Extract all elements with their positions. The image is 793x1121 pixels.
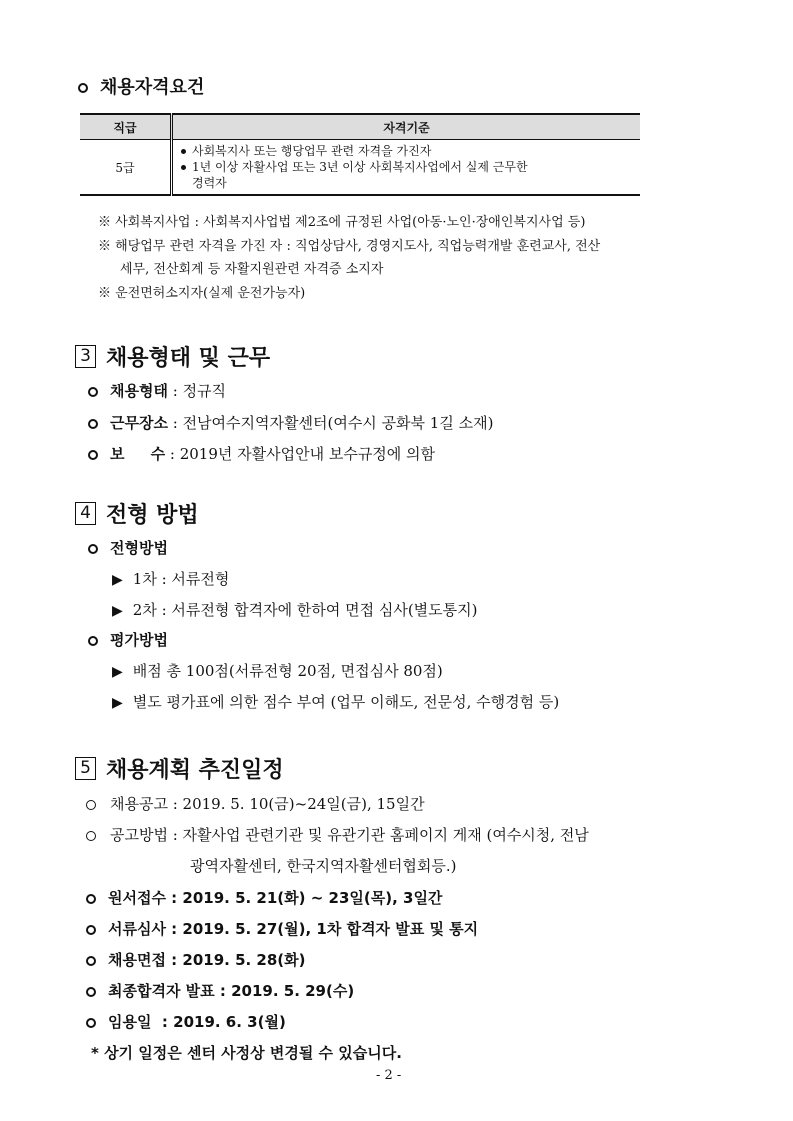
table-row (80, 140, 640, 196)
note-line: 세무, 전산회계 등 자활지원관련 자격증 소지자 (120, 262, 384, 277)
dot-bullet-icon (181, 149, 186, 154)
circle-bullet-icon (86, 894, 96, 904)
circle-bullet-icon (88, 387, 98, 397)
circle-bullet-icon (86, 831, 96, 841)
section-number: 4 (75, 502, 96, 525)
schedule-text: 최종합격자 발표 : 2019. 5. 29(수) (108, 982, 355, 1000)
section5-heading (75, 753, 284, 784)
circle-bullet-icon (86, 800, 96, 810)
circle-bullet-icon (88, 636, 98, 646)
circle-bullet-icon (86, 956, 96, 966)
method-item (112, 599, 478, 620)
triangle-bullet-icon: ▶ (112, 664, 123, 680)
schedule-bold-item (86, 1011, 286, 1032)
schedule-text: 원서접수 : 2019. 5. 21(화) ~ 23일(목), 3일간 (108, 889, 443, 907)
item-value: : 전남여수지역자활센터(여수시 공화북 1길 소재) (172, 414, 494, 432)
method-label: 전형방법 (110, 539, 168, 557)
note-line: ※ 사회복지사업 : 사회복지사업법 제2조에 규정된 사업(아동·노인·장애인복지사업 등) (98, 215, 586, 230)
triangle-bullet-icon: ▶ (112, 695, 123, 711)
section5-title: 채용계획 추진일정 (106, 758, 284, 783)
criteria-line: 경력자 (192, 176, 227, 190)
eval-item (112, 660, 443, 681)
schedule-bold-item (86, 918, 478, 939)
section-number: 3 (75, 345, 96, 368)
item-label: 보 수 (110, 445, 166, 463)
circle-bullet-icon (78, 83, 88, 93)
grade-cell: 5급 (80, 140, 172, 196)
schedule-text: 채용면접 : 2019. 5. 28(화) (108, 951, 306, 969)
eval-item (112, 691, 559, 712)
table-header-row (80, 114, 640, 140)
triangle-bullet-icon: ▶ (112, 603, 123, 619)
criteria-cell (172, 140, 641, 196)
schedule-text: 서류심사 : 2019. 5. 27(월), 1차 합격자 발표 및 통지 (108, 920, 479, 938)
criteria-line: 1년 이상 자활사업 또는 3년 이상 사회복지사업에서 실제 근무한 (192, 160, 528, 174)
schedule-plain-item (86, 793, 425, 814)
section3-title: 채용형태 및 근무 (106, 346, 271, 371)
schedule-bold-item (86, 980, 354, 1001)
circle-bullet-icon (86, 1018, 96, 1028)
schedule-text: 채용공고 : 2019. 5. 10(금)~24일(금), 15일간 (110, 795, 425, 813)
circle-bullet-icon (88, 450, 98, 460)
salary-item (88, 443, 435, 464)
triangle-bullet-icon: ▶ (112, 572, 123, 588)
note-line: ※ 해당업무 관련 자격을 가진 자 : 직업상담사, 경영지도사, 직업능력개발 훈련교사, 전산 (98, 239, 601, 254)
item-label: 채용형태 (110, 382, 168, 400)
circle-bullet-icon (88, 419, 98, 429)
item-label: 근무장소 (110, 414, 168, 432)
workplace-item (88, 412, 493, 433)
item-value: : 2019년 자활사업안내 보수규정에 의함 (169, 445, 436, 463)
item-value: : 정규직 (172, 382, 227, 400)
method-text: 1차 : 서류전형 (132, 570, 230, 588)
method-text: 2차 : 서류전형 합격자에 한하여 면접 심사(별도통지) (132, 601, 478, 619)
circle-bullet-icon (86, 925, 96, 935)
qualifications-title: 채용자격요건 (100, 77, 205, 98)
table-header-criteria: 자격기준 (172, 114, 641, 140)
schedule-bold-item (86, 887, 442, 908)
eval-label: 평가방법 (110, 631, 168, 649)
eval-text: 배점 총 100점(서류전형 20점, 면접심사 80점) (132, 662, 443, 680)
note-line: ※ 운전면허소지자(실제 운전가능자) (98, 286, 306, 301)
schedule-plain-item (86, 824, 589, 845)
table-header-grade: 직급 (80, 114, 172, 140)
criteria-line: 사회복지사 또는 행당업무 관련 자격을 가진자 (192, 144, 432, 158)
method-item (112, 568, 229, 589)
schedule-footnote: * 상기 일정은 센터 사정상 변경될 수 있습니다. (91, 1044, 402, 1062)
section4-heading (75, 498, 199, 529)
schedule-bold-item (86, 949, 306, 970)
eval-text: 별도 평가표에 의한 점수 부여 (업무 이해도, 전문성, 수행경험 등) (132, 693, 560, 711)
circle-bullet-icon (86, 987, 96, 997)
method-heading (88, 537, 168, 558)
section3-heading (75, 341, 270, 372)
section4-title: 전형 방법 (106, 503, 199, 528)
employment-type-item (88, 380, 226, 401)
schedule-text-continuation: 광역자활센터, 한국지역자활센터협회등.) (190, 857, 457, 875)
qualifications-table (80, 113, 640, 196)
eval-heading (88, 629, 168, 650)
schedule-text: 임용일 : 2019. 6. 3(월) (108, 1013, 286, 1031)
section-number: 5 (75, 757, 96, 780)
circle-bullet-icon (88, 544, 98, 554)
schedule-text: 공고방법 : 자활사업 관련기관 및 유관기관 홈페이지 게재 (여수시청, 전남 (110, 826, 589, 844)
qualifications-heading (78, 73, 204, 99)
dot-bullet-icon (181, 165, 186, 170)
page-number: - 2 - (376, 1068, 402, 1083)
